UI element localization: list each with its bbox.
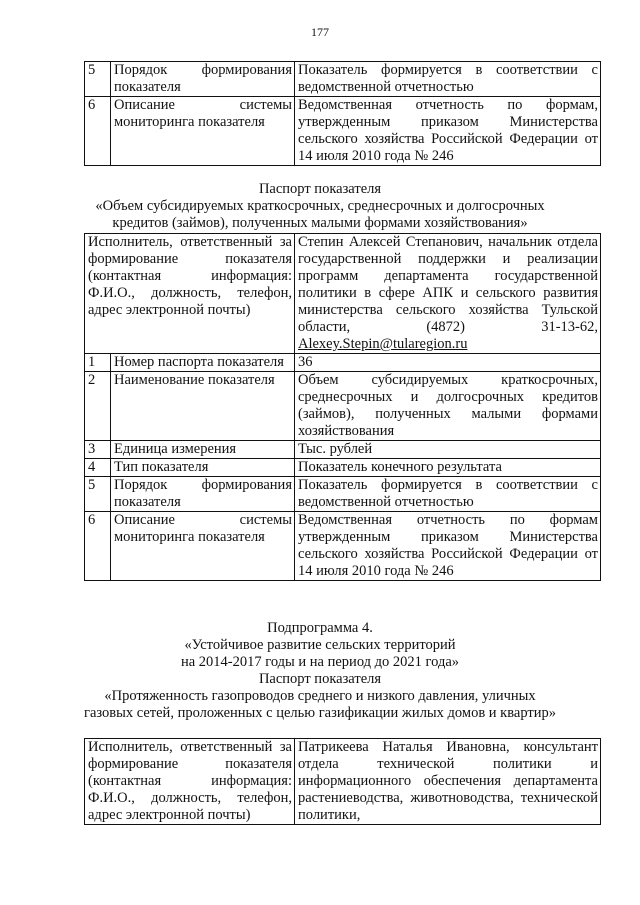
executor-value: Патрикеева Наталья Ивановна, консультант отдела технической политики и информационного обеспечения департамента растениеводства, животноводства, технической политики, xyxy=(295,739,601,825)
row-value: 36 xyxy=(295,354,601,372)
row-value: Объем субсидируемых краткосрочных, среднесрочных и долгосрочных кредитов (займов), полученных малыми формами хозяйствования xyxy=(295,372,601,441)
row-name: Описание системы мониторинга показателя xyxy=(111,97,295,166)
row-name: Описание системы мониторинга показателя xyxy=(111,512,295,581)
executor-email-link[interactable]: Alexey.Stepin@tularegion.ru xyxy=(298,336,468,352)
row-number: 2 xyxy=(85,372,111,441)
passport-subtitle-line1: «Объем субсидируемых краткосрочных, среднесрочных и долгосрочных xyxy=(95,198,545,214)
subprogram-name-line1: «Устойчивое развитие сельских территорий xyxy=(184,637,456,653)
table-row xyxy=(85,97,601,166)
passport-table xyxy=(84,233,601,581)
row-name: Порядок формирования показателя xyxy=(111,477,295,512)
table-row xyxy=(85,459,601,477)
passport-heading xyxy=(0,181,640,232)
executor-text: Степин Алексей Степанович, начальник отдела государственной поддержки и реализации программ департамента государственной политики в сфере АПК и сельского развития министерства сельского хозяйства Тульской области, xyxy=(298,234,598,335)
page-number: 177 xyxy=(311,25,329,39)
indicator-line2: газовых сетей, проложенных с целью газификации жилых домов и квартир» xyxy=(84,705,556,721)
row-name: Наименование показателя xyxy=(111,372,295,441)
indicator-line1: «Протяженность газопроводов среднего и низкого давления, уличных xyxy=(104,688,536,704)
table-row xyxy=(85,354,601,372)
row-name: Единица измерения xyxy=(111,441,295,459)
row-number: 6 xyxy=(85,97,111,166)
executor-row xyxy=(85,234,601,354)
passport-title: Паспорт показателя xyxy=(258,671,382,687)
row-name: Порядок формирования показателя xyxy=(111,62,295,97)
row-value: Ведомственная отчетность по формам, утвержденным приказом Министерства сельского хозяйства Российской Федерации от 14 июля 2010 года № 246 xyxy=(295,97,601,166)
row-number: 3 xyxy=(85,441,111,459)
row-number: 5 xyxy=(85,477,111,512)
row-name: Номер паспорта показателя xyxy=(111,354,295,372)
executor-value xyxy=(295,234,601,354)
continuation-table xyxy=(84,61,601,166)
passport-table-2 xyxy=(84,738,601,825)
row-value: Показатель конечного результата xyxy=(295,459,601,477)
table-row xyxy=(85,512,601,581)
row-name: Тип показателя xyxy=(111,459,295,477)
table-row xyxy=(85,477,601,512)
table-row xyxy=(85,441,601,459)
executor-label: Исполнитель, ответственный за формирование показателя (контактная информация: Ф.И.О., должность, телефон, адрес электронной почты) xyxy=(85,234,295,354)
subprogram-heading xyxy=(0,620,640,722)
executor-phone: (4872) 31-13-62, xyxy=(426,319,598,335)
executor-row xyxy=(85,739,601,825)
row-value: Ведомственная отчетность по формам утвержденным приказом Министерства сельского хозяйства Российской Федерации от 14 июля 2010 года № 246 xyxy=(295,512,601,581)
row-number: 6 xyxy=(85,512,111,581)
table-row xyxy=(85,372,601,441)
row-value: Показатель формируется в соответствии с ведомственной отчетностью xyxy=(295,62,601,97)
passport-title: Паспорт показателя xyxy=(258,181,382,197)
subprogram-title: Подпрограмма 4. xyxy=(267,620,373,636)
subprogram-name-line2: на 2014-2017 годы и на период до 2021 года» xyxy=(180,654,460,670)
row-number: 1 xyxy=(85,354,111,372)
table-row xyxy=(85,62,601,97)
row-value: Показатель формируется в соответствии с ведомственной отчетностью xyxy=(295,477,601,512)
row-number: 5 xyxy=(85,62,111,97)
passport-subtitle-line2: кредитов (займов), полученных малыми формами хозяйствования» xyxy=(112,215,528,231)
row-value: Тыс. рублей xyxy=(295,441,601,459)
executor-label: Исполнитель, ответственный за формирование показателя (контактная информация: Ф.И.О., должность, телефон, адрес электронной почты) xyxy=(85,739,295,825)
row-number: 4 xyxy=(85,459,111,477)
